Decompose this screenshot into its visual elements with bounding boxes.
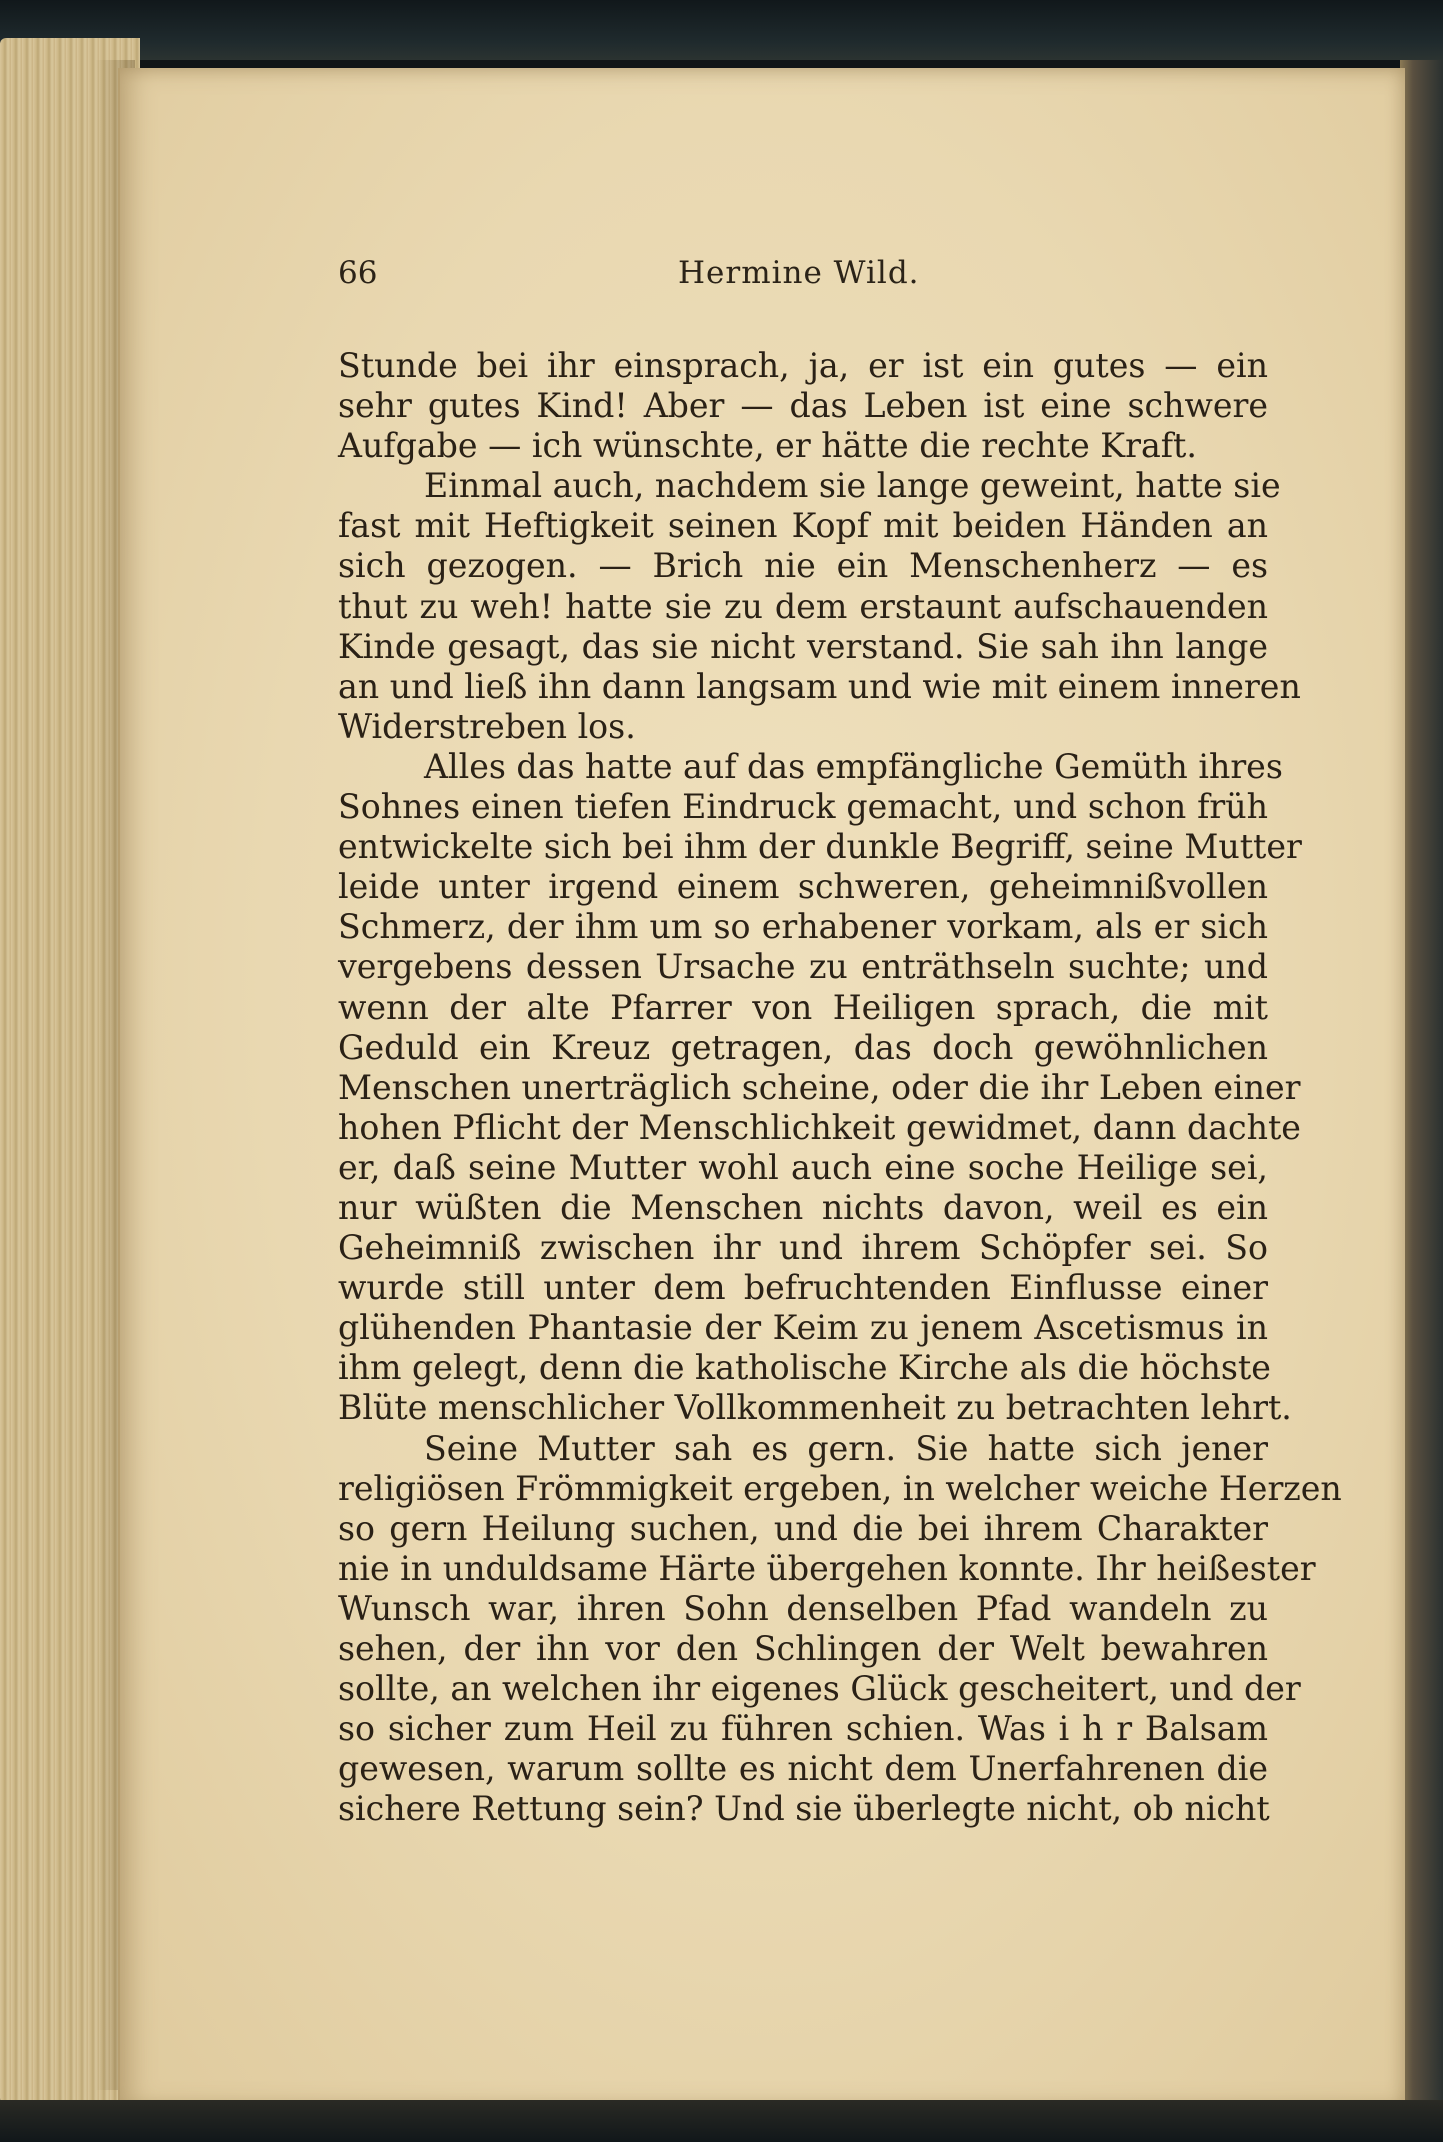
text-line: er, daß seine Mutter wohl auch eine soche Heilige sei, xyxy=(338,1147,1268,1187)
text-line: glühenden Phantasie der Keim zu jenem Ascetismus in xyxy=(338,1308,1268,1348)
paragraph xyxy=(338,466,1301,747)
text-line: Geduld ein Kreuz getragen, das doch gewöhnlichen xyxy=(338,1027,1268,1067)
text-line: leide unter irgend einem schweren, geheimnißvollen xyxy=(338,867,1268,907)
text-line: wurde still unter dem befruchtenden Einflusse einer xyxy=(338,1268,1268,1308)
text-line: Widerstreben los. xyxy=(338,706,636,746)
text-line: sehr gutes Kind! Aber — das Leben ist eine schwere xyxy=(338,386,1268,426)
text-line: fast mit Heftigkeit seinen Kopf mit beiden Händen an xyxy=(338,506,1268,546)
text-line: Kinde gesagt, das sie nicht verstand. Sie sah ihn lange xyxy=(338,626,1268,666)
text-line: Menschen unerträglich scheine, oder die ihr Leben einer xyxy=(338,1067,1301,1107)
text-line: so gern Heilung suchen, und die bei ihrem Charakter xyxy=(338,1508,1268,1548)
text-line: Aufgabe — ich wünschte, er hätte die rechte Kraft. xyxy=(338,426,1197,466)
text-line: an und ließ ihn dann langsam und wie mit einem inneren xyxy=(338,666,1301,706)
text-line: religiösen Frömmigkeit ergeben, in welcher weiche Herzen xyxy=(338,1468,1342,1508)
text-line: sich gezogen. — Brich nie ein Menschenherz — es xyxy=(338,546,1268,586)
text-line: Geheimniß zwischen ihr und ihrem Schöpfer sei. So xyxy=(338,1228,1268,1268)
running-head-title: Hermine Wild. xyxy=(678,255,920,291)
text-line: Schmerz, der ihm um so erhabener vorkam, als er sich xyxy=(338,907,1268,947)
text-line: sehen, der ihn vor den Schlingen der Welt bewahren xyxy=(338,1629,1268,1668)
text-line: sichere Rettung sein? Und sie überlegte nicht, ob nicht xyxy=(338,1789,1270,1829)
text-line: nie in unduldsame Härte übergehen konnte. Ihr heißester xyxy=(338,1548,1316,1588)
text-line: Alles das hatte auf das empfängliche Gemüth ihres xyxy=(424,746,1283,786)
paragraph xyxy=(338,346,1268,466)
text-line: Blüte menschlicher Vollkommenheit zu betrachten lehrt. xyxy=(338,1388,1292,1428)
paragraph xyxy=(338,746,1302,1429)
body-text xyxy=(338,346,1342,1829)
text-line: thut zu weh! hatte sie zu dem erstaunt aufschauenden xyxy=(338,586,1268,626)
paragraph xyxy=(338,1428,1342,1830)
text-line: vergebens dessen Ursache zu enträthseln suchte; und xyxy=(338,947,1268,987)
page-number: 66 xyxy=(338,255,378,291)
text-line: Wunsch war, ihren Sohn denselben Pfad wandeln zu xyxy=(338,1588,1268,1628)
text-line: wenn der alte Pfarrer von Heiligen sprach, die mit xyxy=(338,987,1268,1027)
text-line: gewesen, warum sollte es nicht dem Unerfahrenen die xyxy=(338,1749,1268,1789)
text-line: nur wüßten die Menschen nichts davon, weil es ein xyxy=(338,1187,1268,1227)
text-line: sollte, an welchen ihr eigenes Glück gescheitert, und der xyxy=(338,1669,1301,1709)
text-line: Seine Mutter sah es gern. Sie hatte sich jener xyxy=(424,1428,1268,1468)
text-line: Sohnes einen tiefen Eindruck gemacht, und schon früh xyxy=(338,787,1268,827)
book-cover-top-edge xyxy=(0,0,1443,60)
running-head xyxy=(338,255,1273,299)
text-line: hohen Pflicht der Menschlichkeit gewidmet, dann dachte xyxy=(338,1107,1301,1147)
facing-page-edge xyxy=(1400,60,1443,2120)
text-line: so sicher zum Heil zu führen schien. Was i h r Balsam xyxy=(338,1709,1268,1749)
book-cover-bottom-edge xyxy=(0,2100,1443,2142)
text-line: entwickelte sich bei ihm der dunkle Begriff, seine Mutter xyxy=(338,827,1302,867)
text-line: Stunde bei ihr einsprach, ja, er ist ein gutes — ein xyxy=(338,346,1268,385)
text-line: ihm gelegt, denn die katholische Kirche als die höchste xyxy=(338,1348,1271,1388)
text-line: Einmal auch, nachdem sie lange geweint, hatte sie xyxy=(424,466,1281,506)
